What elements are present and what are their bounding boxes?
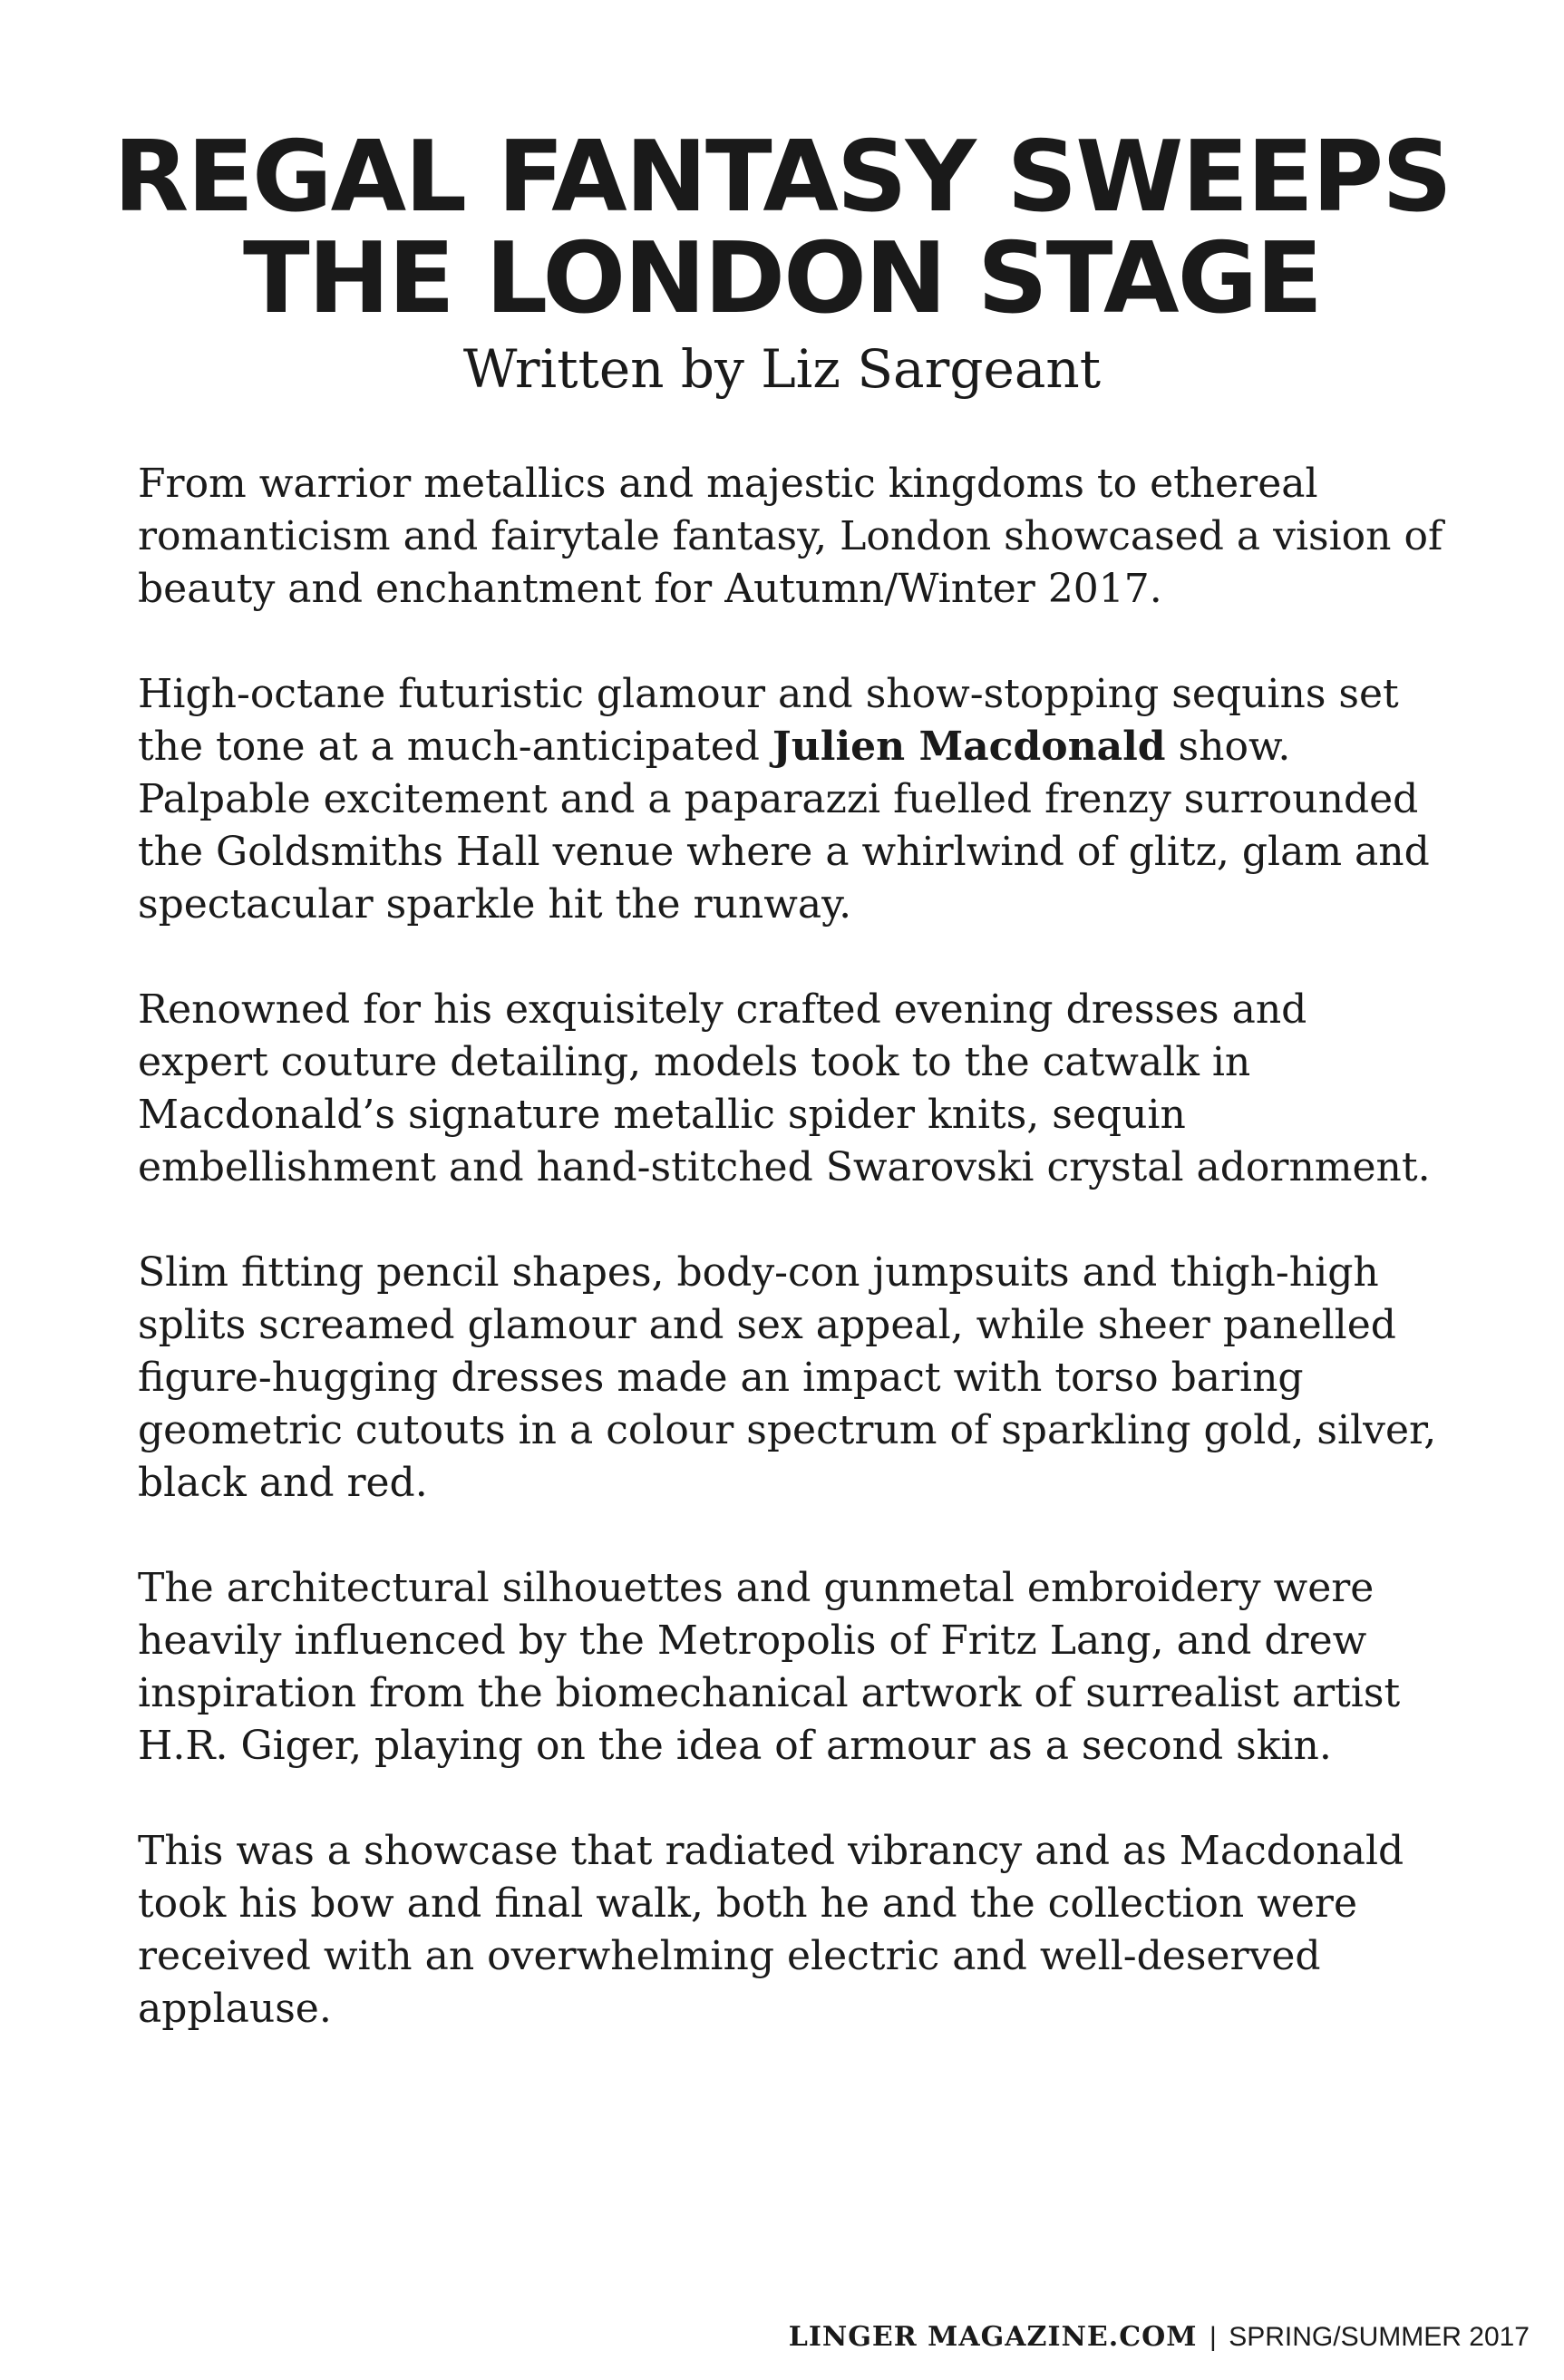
paragraph-3: Renowned for his exquisitely crafted evening dresses and expert couture detailing, models took to the catwalk in Macdonald’s signature metallic spider knits, sequin embellishment and hand-stitched Swarovski crystal adornment. [138,986,1431,1190]
paragraph-2-start: High-octane futuristic glamour and show-stopping sequins set the tone at a much-anticipated [138,671,1399,770]
footer-separator: | [1209,2322,1217,2352]
designer-name: Julien Macdonald [772,724,1166,770]
byline: Written by Liz Sargeant [462,338,1102,400]
headline-line-1: REGAL FANTASY SWEEPS [113,121,1451,234]
page-footer [789,2321,1530,2354]
footer-site: LINGER MAGAZINE.COM [788,2321,1198,2353]
paragraph-2-end: show. Palpable excitement and a paparazzi fuelled frenzy surrounded the Goldsmiths Hall venue where a whirlwind of glitz, glam and spectacular sparkle hit the runway. [138,724,1430,928]
footer-season: SPRING/SUMMER 2017 [1229,2322,1530,2352]
paragraph-2 [138,668,1443,931]
paragraph-6: This was a showcase that radiated vibrancy and as Macdonald took his bow and final walk, both he and the collection were received with an overwhelming electric and well-deserved applause. [138,1828,1404,2032]
article-body [138,458,1443,2088]
paragraph-4: Slim fitting pencil shapes, body-con jumpsuits and thigh-high splits screamed glamour and sex appeal, while sheer panelled figure-hugging dresses made an impact with torso baring geometric cutouts in a colour spectrum of sparkling gold, silver, black and red. [138,1249,1437,1506]
paragraph-5: The architectural silhouettes and gunmetal embroidery were heavily influenced by the Metropolis of Fritz Lang, and drew inspiration from the biomechanical artwork of surrealist artist H.R. Giger, playing on the idea of armour as a second skin. [138,1565,1401,1769]
headline-line-2: THE LONDON STAGE [242,222,1322,335]
headline [0,121,1564,335]
paragraph-1: From warrior metallics and majestic kingdoms to ethereal romanticism and fairytale fantasy, London showcased a vision of beauty and enchantment for Autumn/Winter 2017. [138,461,1443,612]
